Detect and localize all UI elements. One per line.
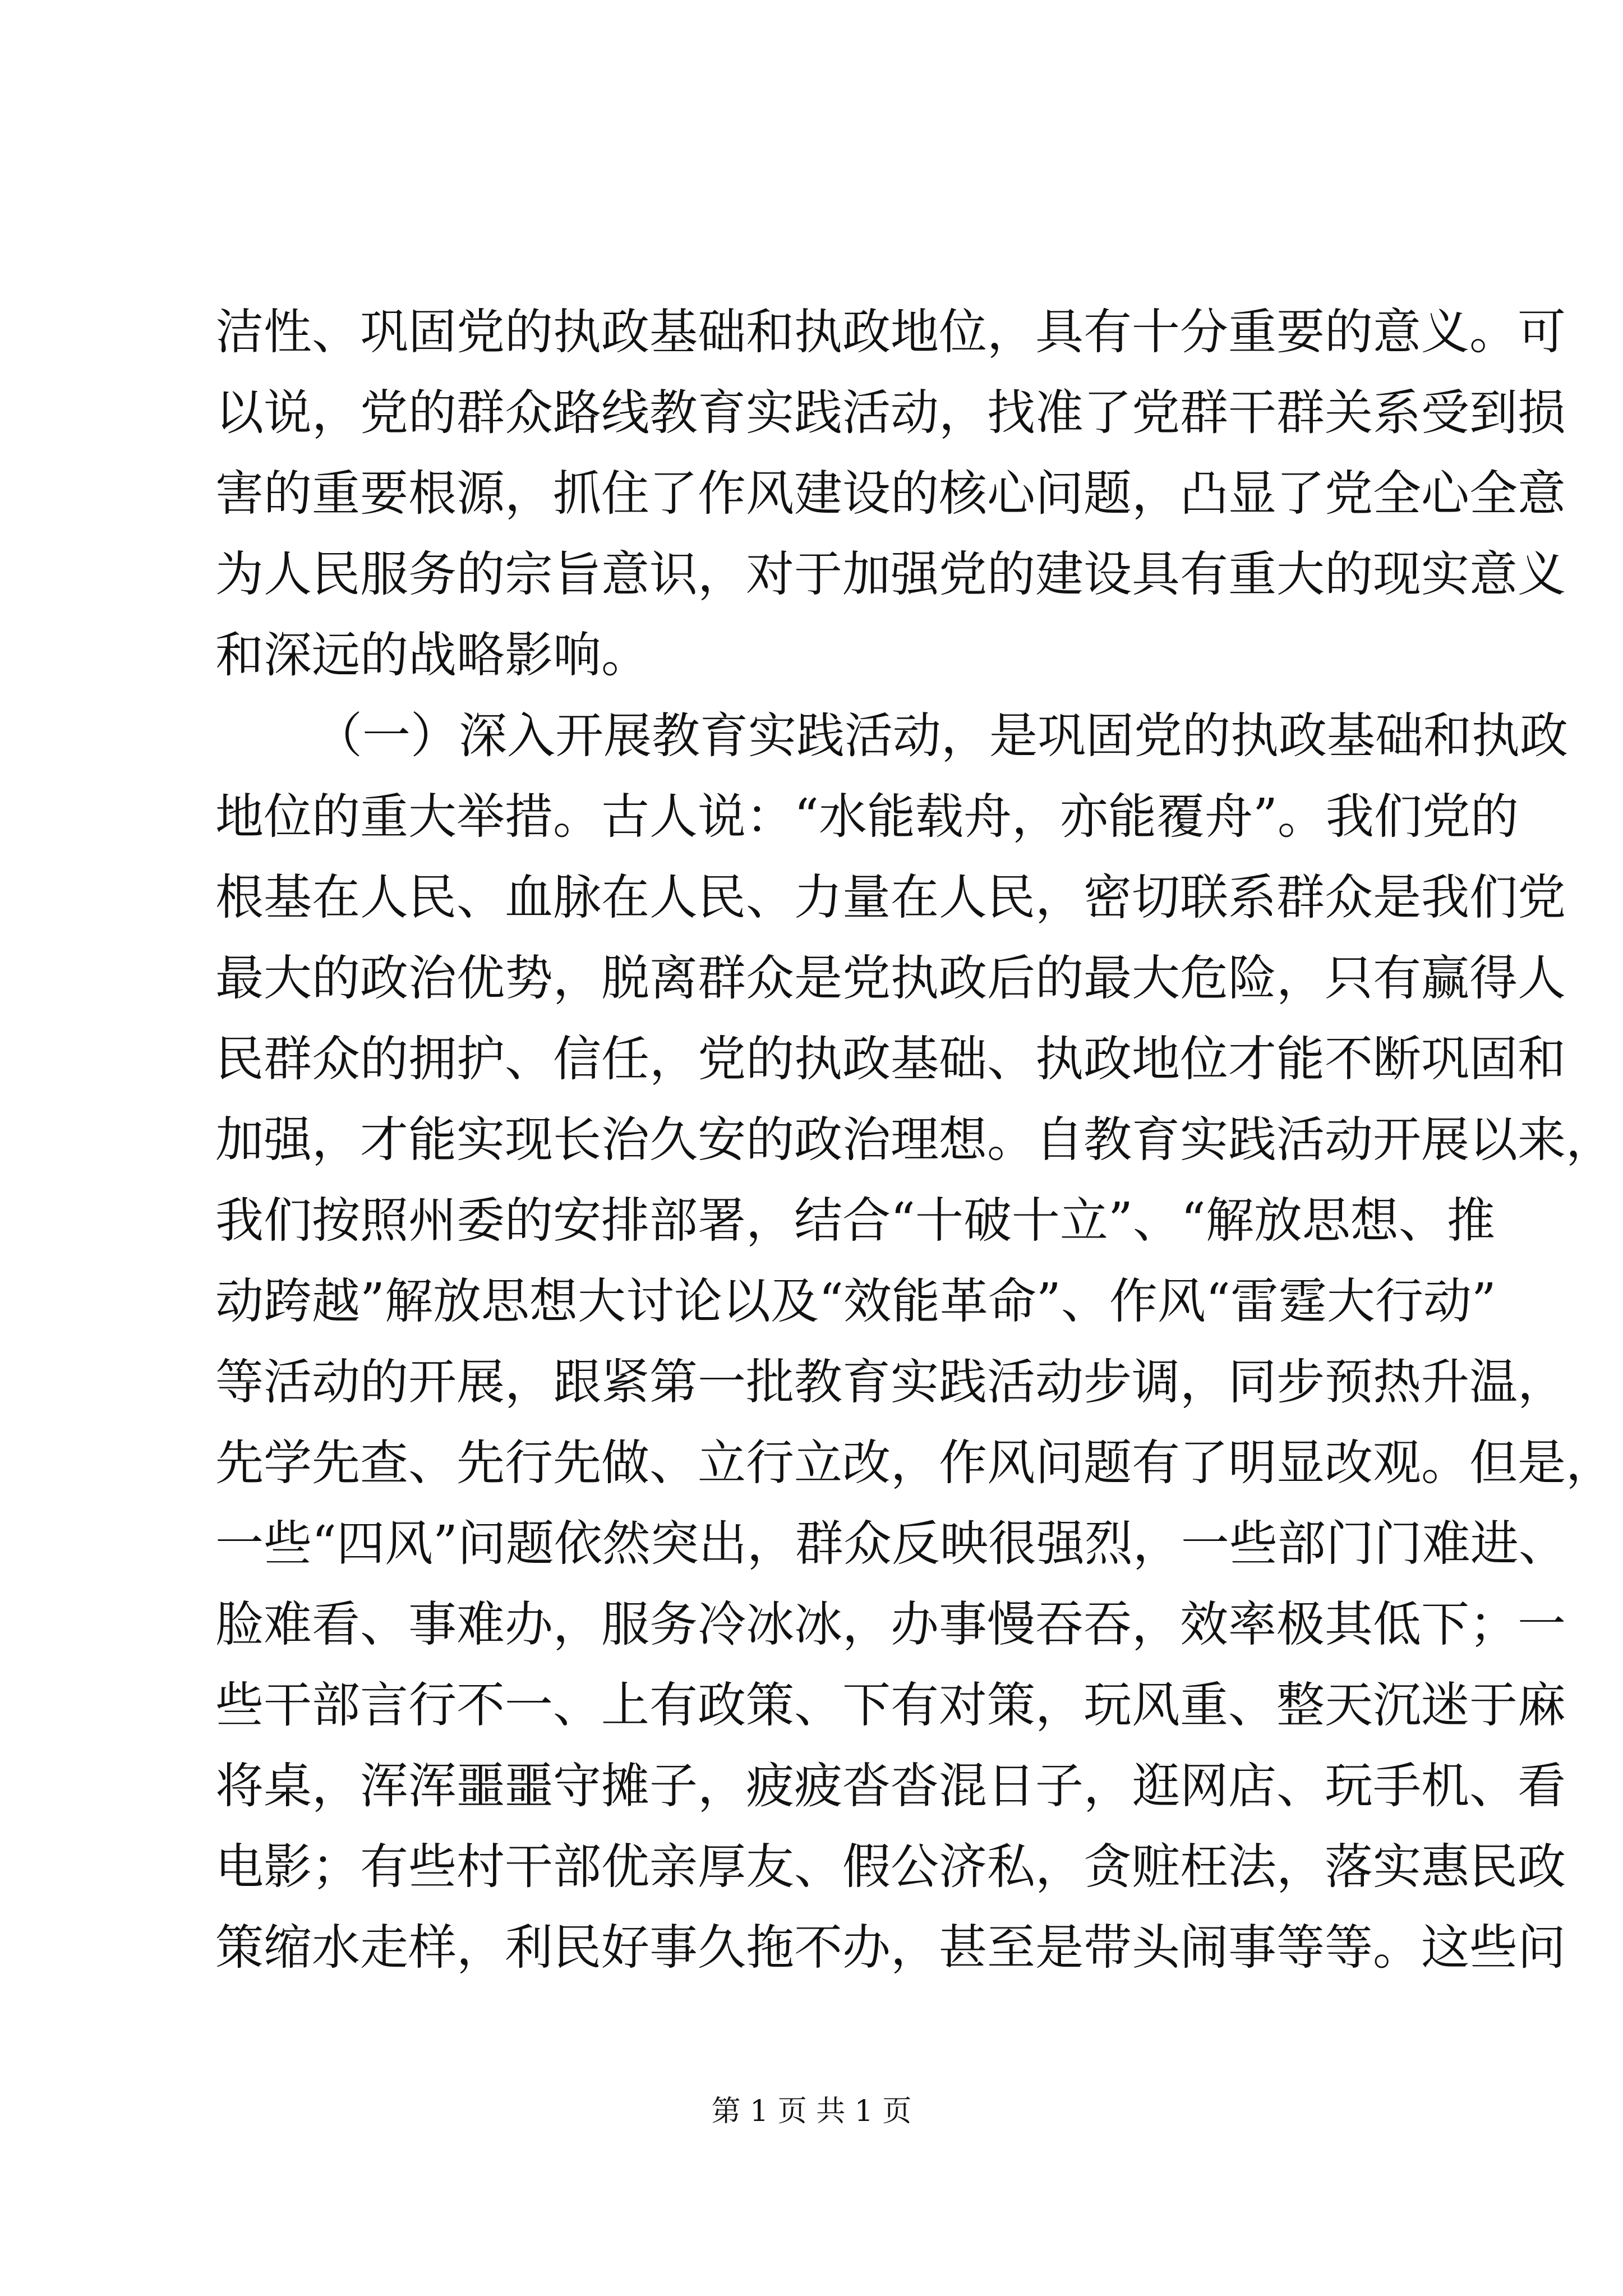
text-line: 些干部言行不一、上有政策、下有对策，玩风重、整天沉迷于麻	[215, 1677, 1566, 1733]
text-line: 电影；有些村干部优亲厚友、假公济私，贪赃枉法，落实惠民政	[215, 1839, 1566, 1895]
text-line: 我们按照州委的安排部署，结合“十破十立”、“解放思想、推	[215, 1193, 1495, 1249]
text-line: 根基在人民、血脉在人民、力量在人民，密切联系群众是我们党	[215, 869, 1566, 926]
text-line: 加强，才能实现长治久安的政治理想。自教育实践活动开展以来，	[215, 1112, 1614, 1168]
text-line: 为人民服务的宗旨意识，对于加强党的建设具有重大的现实意义	[215, 546, 1566, 602]
text-line: 害的重要根源，抓住了作风建设的核心问题，凸显了党全心全意	[215, 466, 1566, 522]
text-line: 地位的重大举措。古人说：“水能载舟，亦能覆舟”。我们党的	[215, 789, 1519, 845]
text-line: 等活动的开展，跟紧第一批教育实践活动步调，同步预热升温，	[215, 1354, 1566, 1410]
text-line: 动跨越”解放思想大讨论以及“效能革命”、作风“雷霆大行动”	[215, 1273, 1496, 1329]
text-line: 脸难看、事难办，服务冷冰冰，办事慢吞吞，效率极其低下；一	[215, 1596, 1566, 1653]
page-footer: 第 1 页 共 1 页	[711, 2095, 912, 2128]
text-line: 民群众的拥护、信任，党的执政基础、执政地位才能不断巩固和	[215, 1031, 1566, 1087]
text-line: 以说，党的群众路线教育实践活动，找准了党群干群关系受到损	[215, 385, 1566, 441]
text-line: 策缩水走样，利民好事久拖不办，甚至是带头闹事等等。这些问	[215, 1920, 1566, 1976]
text-line: 和深远的战略影响。	[215, 627, 649, 683]
text-line: 最大的政治优势，脱离群众是党执政后的最大危险，只有赢得人	[215, 950, 1566, 1006]
text-line: 先学先查、先行先做、立行立改，作风问题有了明显改观。但是，	[215, 1435, 1614, 1491]
text-line: （一）深入开展教育实践活动，是巩固党的执政基础和执政	[314, 708, 1568, 764]
text-line: 洁性、巩固党的执政基础和执政地位，具有十分重要的意义。可	[215, 304, 1566, 360]
body-text	[215, 292, 1614, 1988]
text-line: 将桌，浑浑噩噩守摊子，疲疲沓沓混日子，逛网店、玩手机、看	[215, 1758, 1566, 1814]
text-line: 一些“四风”问题依然突出，群众反映很强烈，一些部门门难进、	[215, 1516, 1567, 1572]
